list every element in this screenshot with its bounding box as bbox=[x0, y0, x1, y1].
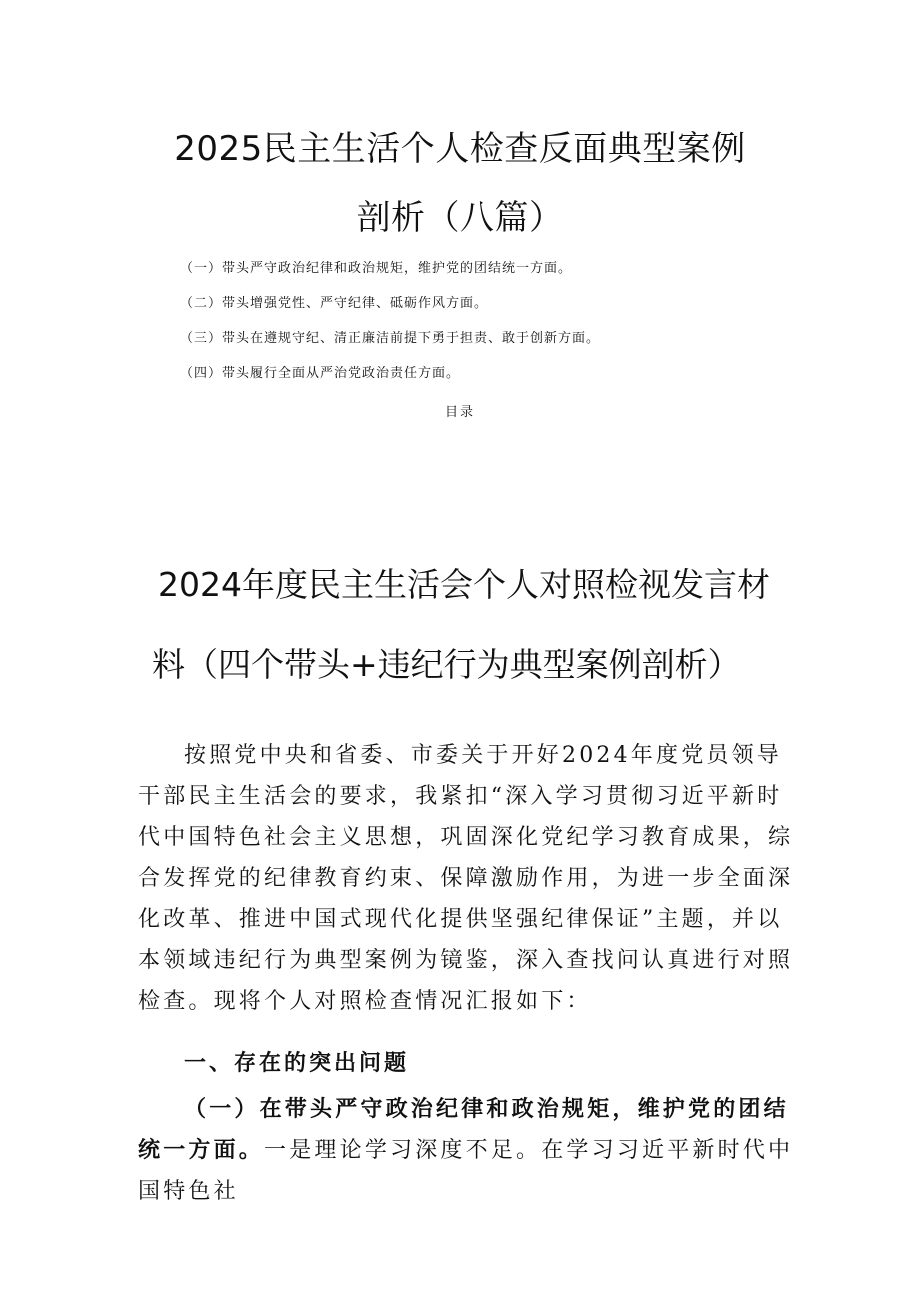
toc-heading: 目录 bbox=[444, 405, 475, 420]
intro-paragraph: 按照党中央和省委、市委关于开好2024年度党员领导干部民主生活会的要求，我紧扣“深入学习贯彻习近平新时代中国特色社会主义思想，巩固深化党纪学习教育成果，综合发挥党的纪律教育约束、保障激励作用，为进一步全面深化改革、推进中国式现代化提供坚强纪律保证”主题，并以本领域违纪行为典型案例为镜鉴，深入查找问认真进行对照检查。现将个人对照检查情况汇报如下： bbox=[138, 743, 794, 1014]
document-title-line-1: 2025民主生活个人检查反面典型案例 bbox=[174, 129, 746, 169]
toc-item: （二）带头增强党性、严守纪律、砥砺作风方面。 bbox=[180, 296, 489, 311]
article-title-line-2: 料（四个带头+违纪行为典型案例剖析） bbox=[152, 645, 741, 684]
subsection-text: 一是理论学习深度不足。在学习习近平新时代中国特色社 bbox=[138, 1138, 794, 1204]
subsection-paragraph bbox=[138, 1089, 798, 1212]
toc-item: （四）带头履行全面从严治党政治责任方面。 bbox=[180, 366, 461, 381]
article-title-line-1: 2024年度民主生活会个人对照检视发言材 bbox=[158, 565, 770, 604]
toc-item: （三）带头在遵规守纪、清正廉洁前提下勇于担责、敢于创新方面。 bbox=[180, 331, 601, 346]
document-title-line-2: 剖析（八篇） bbox=[356, 198, 564, 238]
section-heading: 一、存在的突出问题 bbox=[184, 1050, 410, 1076]
toc-item: （一）带头严守政治纪律和政治规矩，维护党的团结统一方面。 bbox=[180, 261, 573, 276]
table-of-contents bbox=[180, 260, 800, 400]
subsection-lead: （一）在带头严守政治纪律和政治规矩，维护党的团结统一方面。 bbox=[138, 1096, 789, 1163]
